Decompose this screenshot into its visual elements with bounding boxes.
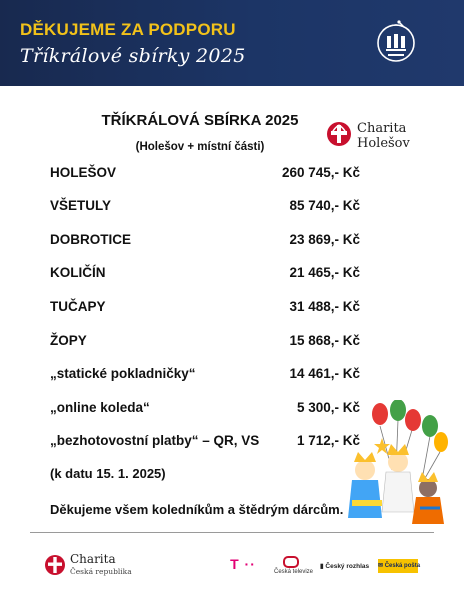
rozhlas-label: Český rozhlas xyxy=(325,563,370,570)
posta-label: Česká pošta xyxy=(384,563,421,569)
footer-divider xyxy=(30,532,434,533)
tmobile-logo: T ·· xyxy=(230,556,256,572)
three-kings-crown-logo-icon xyxy=(375,18,417,66)
row-amount: 15 868,- Kč xyxy=(289,333,360,348)
charita-holesov-name-line2: Holešov xyxy=(357,136,410,151)
row-label: „statické pokladničky“ xyxy=(50,366,196,381)
row-amount: 85 740,- Kč xyxy=(289,198,360,213)
row-label: VŠETULY xyxy=(50,198,112,213)
charita-cross-icon xyxy=(44,554,66,576)
charita-cr-subtitle: Česká republika xyxy=(70,567,132,576)
collection-row xyxy=(50,232,360,252)
row-label: ŽOPY xyxy=(50,333,87,348)
row-amount: 14 461,- Kč xyxy=(289,366,360,381)
posthorn-icon: ✉ xyxy=(378,563,385,569)
charita-holesov-name xyxy=(357,121,410,151)
collection-row xyxy=(50,366,360,386)
row-label: TUČAPY xyxy=(50,299,106,314)
collection-row xyxy=(50,400,360,420)
thanks-message: Děkujeme všem koledníkům a štědrým dárcům. xyxy=(50,502,344,517)
row-amount: 5 300,- Kč xyxy=(296,400,360,415)
banner-campaign-title: Tříkrálové sbírky 2025 xyxy=(20,45,246,67)
row-label: KOLIČÍN xyxy=(50,265,106,280)
charita-cr-logo xyxy=(44,552,154,582)
row-label: „bezhotovostní platby“ – QR, VS xyxy=(50,433,260,448)
cesky-rozhlas-logo xyxy=(320,562,370,584)
document-subtitle: (Holešov + místní části) xyxy=(135,141,265,153)
row-amount: 260 745,- Kč xyxy=(281,165,360,180)
row-amount: 21 465,- Kč xyxy=(289,265,360,280)
ct-screen-icon xyxy=(283,556,299,568)
charita-cr-name: Charita xyxy=(70,552,116,566)
charita-cross-icon xyxy=(326,121,352,147)
row-label: HOLEŠOV xyxy=(50,165,117,180)
collection-row xyxy=(50,198,360,218)
date-note: (k datu 15. 1. 2025) xyxy=(50,466,166,481)
header-banner xyxy=(0,0,464,86)
row-amount: 23 869,- Kč xyxy=(289,232,360,247)
ct-label: Česká televize xyxy=(274,569,314,575)
row-amount: 1 712,- Kč xyxy=(296,433,360,448)
ceska-posta-logo xyxy=(378,559,421,573)
document-title: TŘÍKRÁLOVÁ SBÍRKA 2025 xyxy=(101,112,299,129)
row-label: DOBROTICE xyxy=(50,232,131,247)
collection-row xyxy=(50,165,360,185)
charita-holesov-logo xyxy=(326,118,446,156)
row-amount: 31 488,- Kč xyxy=(289,299,360,314)
banner-thanks-heading: DĚKUJEME ZA PODPORU xyxy=(20,20,236,39)
collection-row xyxy=(50,299,360,319)
collection-row xyxy=(50,433,360,453)
radio-icon: ▮ xyxy=(320,563,326,570)
ceska-televize-logo xyxy=(274,556,314,578)
collection-row xyxy=(50,265,360,285)
charita-holesov-name-line1: Charita xyxy=(357,121,407,136)
collection-row xyxy=(50,333,360,353)
carolers-with-balloons-illustration-icon xyxy=(340,400,455,525)
row-label: „online koleda“ xyxy=(50,400,150,415)
